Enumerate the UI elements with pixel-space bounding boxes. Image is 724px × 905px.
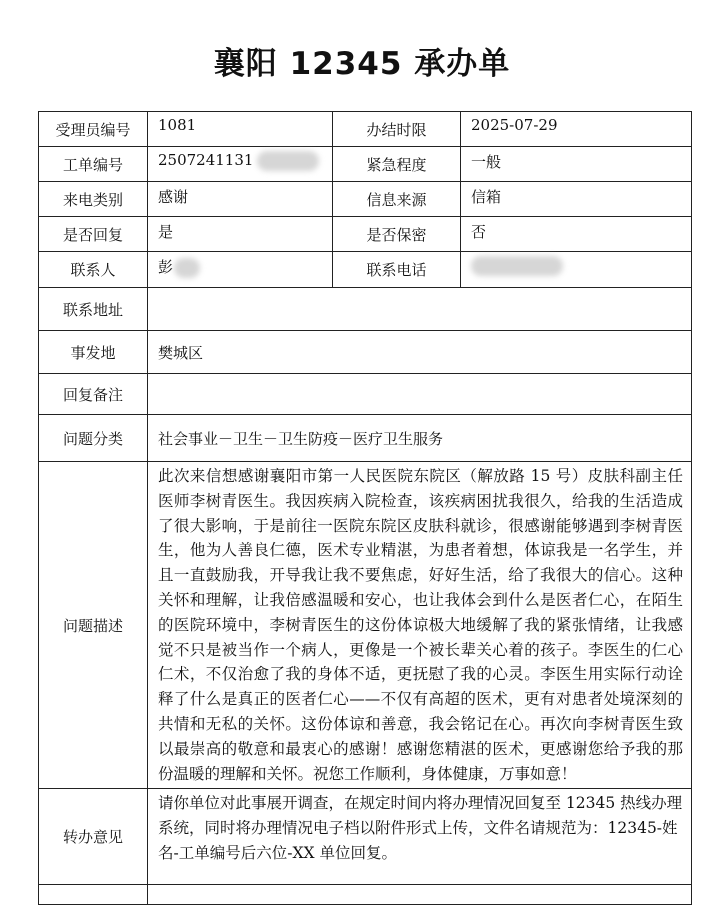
row-call-type [39, 182, 692, 217]
transfer-label: 转办意见 [39, 789, 148, 885]
confidential-value: 否 [461, 217, 692, 252]
operator-id-label: 受理员编号 [39, 112, 148, 147]
row-description [39, 462, 692, 789]
address-value [148, 288, 692, 331]
reply-value: 是 [148, 217, 333, 252]
ticket-no-label: 工单编号 [39, 147, 148, 182]
row-transfer [39, 789, 692, 885]
work-order-table [38, 111, 692, 905]
blank-cell [148, 885, 692, 905]
description-value: 此次来信想感谢襄阳市第一人民医院东院区（解放路 15 号）皮肤科副主任医师李树青医生。我因疾病入院检查，该疾病困扰我很久，给我的生活造成了很大影响，于是前往一医院东院区皮肤科就诊，很感谢能够遇到李树青医生，他为人善良仁德，医术专业精湛，为患者着想，体谅我是一名学生，并且一直鼓励我，开导我让我不要焦虑，好好生活，给了我很大的信心。这种关怀和理解，让我倍感温暖和安心，也让我体会到什么是医者仁心，在陌生的医院环境中，李树青医生的这份体谅极大地缓解了我的紧张情绪，让我感觉不只是被当作一个病人，更像是一个被长辈关心着的孩子。李医生的仁心仁术，不仅治愈了我的身体不适，更抚慰了我的心灵。李医生用实际行动诠释了什么是真正的医者仁心——不仅有高超的医术，更有对患者处境深刻的共情和无私的关怀。这份体谅和善意，我会铭记在心。再次向李树青医生致以最崇高的敬意和最衷心的感谢！感谢您精湛的医术，更感谢您给予我的那份温暖的理解和关怀。祝您工作顺利，身体健康，万事如意！ [148, 462, 692, 789]
call-type-label: 来电类别 [39, 182, 148, 217]
source-label: 信息来源 [333, 182, 461, 217]
phone-cell [461, 252, 692, 288]
contact-cell [148, 252, 333, 288]
category-value: 社会事业－卫生－卫生防疫－医疗卫生服务 [148, 415, 692, 462]
confidential-label: 是否保密 [333, 217, 461, 252]
location-label: 事发地 [39, 331, 148, 374]
row-reply-note [39, 374, 692, 415]
row-category [39, 415, 692, 462]
row-address [39, 288, 692, 331]
row-ticket [39, 147, 692, 182]
location-value: 樊城区 [148, 331, 692, 374]
transfer-value: 请你单位对此事展开调查，在规定时间内将办理情况回复至 12345 热线办理系统，同时将办理情况电子档以附件形式上传，文件名请规范为：12345-姓名-工单编号后六位-XX 单位回复。 [148, 789, 692, 885]
reply-label: 是否回复 [39, 217, 148, 252]
row-blank [39, 885, 692, 905]
call-type-value: 感谢 [148, 182, 333, 217]
row-reply [39, 217, 692, 252]
row-location [39, 331, 692, 374]
description-label: 问题描述 [39, 462, 148, 789]
blank-cell [39, 885, 148, 905]
document-title: 襄阳 12345 承办单 [213, 46, 511, 82]
row-contact [39, 252, 692, 288]
redaction-blur [471, 256, 563, 276]
contact-value: 彭 [158, 258, 174, 276]
ticket-no-cell [148, 147, 333, 182]
contact-label: 联系人 [39, 252, 148, 288]
ticket-no-value: 2507241131 [158, 151, 254, 169]
urgency-label: 紧急程度 [333, 147, 461, 182]
category-label: 问题分类 [39, 415, 148, 462]
phone-label: 联系电话 [333, 252, 461, 288]
redaction-blur [174, 258, 200, 278]
reply-note-value [148, 374, 692, 415]
reply-note-label: 回复备注 [39, 374, 148, 415]
source-value: 信箱 [461, 182, 692, 217]
address-label: 联系地址 [39, 288, 148, 331]
operator-id-value: 1081 [148, 112, 333, 147]
redaction-blur [257, 151, 319, 171]
deadline-value: 2025-07-29 [461, 112, 692, 147]
urgency-value: 一般 [461, 147, 692, 182]
deadline-label: 办结时限 [333, 112, 461, 147]
row-operator [39, 112, 692, 147]
